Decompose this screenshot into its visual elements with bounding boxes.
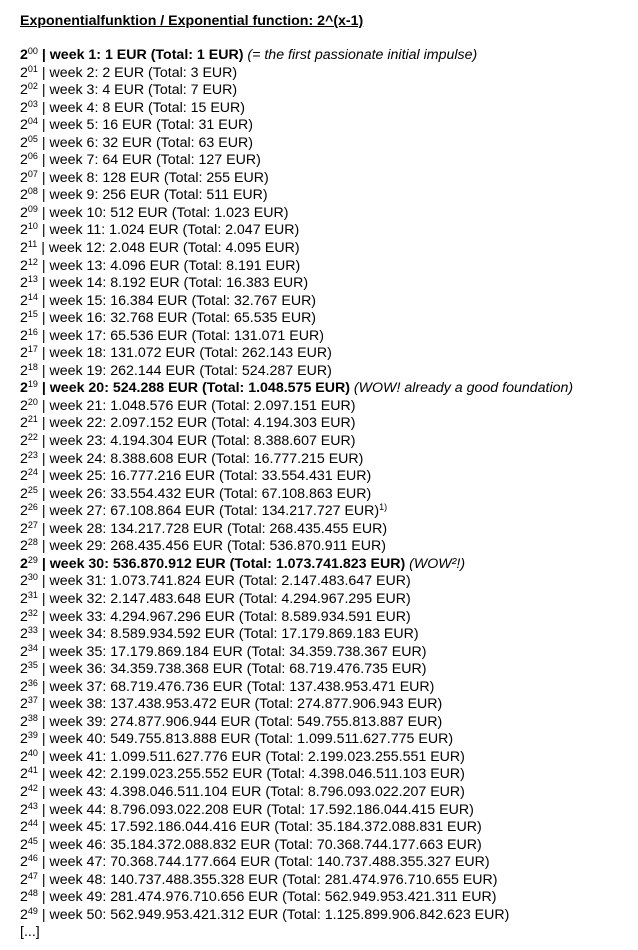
- power-exponent: 08: [27, 186, 38, 197]
- week-entry-text: | week 16: 32.768 EUR (Total: 65.535 EUR): [41, 310, 317, 327]
- power-exponent: 21: [27, 414, 38, 425]
- power-exponent: 44: [27, 818, 38, 829]
- power-base: 2: [20, 801, 28, 818]
- week-row: [20, 573, 573, 591]
- week-entry-text: | week 25: 16.777.216 EUR (Total: 33.554.431 EUR): [41, 468, 372, 485]
- power-exponent: 33: [27, 625, 38, 636]
- power-exponent: 35: [27, 660, 38, 671]
- week-entry-text: | week 21: 1.048.576 EUR (Total: 2.097.151 EUR): [41, 397, 356, 414]
- power-exponent: 11: [27, 239, 38, 250]
- week-entry-text: | week 12: 2.048 EUR (Total: 4.095 EUR): [41, 240, 300, 257]
- week-row: [20, 644, 573, 662]
- week-entry-text: | week 30: 536.870.912 EUR (Total: 1.073.741.823 EUR): [41, 555, 406, 572]
- power-base: 2: [20, 433, 28, 450]
- continuation-ellipsis: [...]: [20, 924, 40, 941]
- power-base: 2: [20, 889, 28, 906]
- week-entry-text: | week 13: 4.096 EUR (Total: 8.191 EUR): [41, 257, 301, 274]
- week-entry-text: | week 49: 281.474.976.710.656 EUR (Total: 562.949.953.421.311 EUR): [41, 889, 497, 906]
- power-base: 2: [20, 766, 28, 783]
- week-row: [20, 345, 573, 363]
- power-exponent: 05: [27, 133, 38, 144]
- week-row: [20, 749, 573, 767]
- week-row: [20, 47, 573, 65]
- power-base: 2: [20, 222, 28, 239]
- week-row: [20, 205, 573, 223]
- week-list: [20, 47, 573, 942]
- power-base: 2: [20, 380, 28, 397]
- week-row: [20, 591, 573, 609]
- power-exponent: 02: [27, 81, 38, 92]
- power-base: 2: [20, 292, 28, 309]
- power-exponent: 39: [27, 730, 38, 741]
- power-exponent: 40: [27, 747, 38, 758]
- week-row: [20, 802, 573, 820]
- power-base: 2: [20, 362, 28, 379]
- week-entry-text: | week 14: 8.192 EUR (Total: 16.383 EUR): [41, 275, 309, 292]
- power-base: 2: [20, 204, 28, 221]
- week-row: [20, 731, 573, 749]
- week-entry-text: | week 3: 4 EUR (Total: 7 EUR): [41, 82, 238, 99]
- power-base: 2: [20, 538, 28, 555]
- week-row: [20, 398, 573, 416]
- power-base: 2: [20, 345, 28, 362]
- week-row: [20, 503, 573, 521]
- power-base: 2: [20, 783, 28, 800]
- week-entry-text: | week 5: 16 EUR (Total: 31 EUR): [41, 117, 253, 134]
- power-base: 2: [20, 450, 28, 467]
- power-base: 2: [20, 64, 28, 81]
- week-entry-text: | week 50: 562.949.953.421.312 EUR (Total: 1.125.899.906.842.623 EUR): [41, 906, 510, 923]
- power-exponent: 43: [27, 800, 38, 811]
- week-entry-text: | week 28: 134.217.728 EUR (Total: 268.435.455 EUR): [41, 520, 388, 537]
- week-entry-text: | week 15: 16.384 EUR (Total: 32.767 EUR): [41, 292, 317, 309]
- power-exponent: 31: [27, 589, 38, 600]
- week-row: [20, 82, 573, 100]
- week-entry-text: | week 42: 2.199.023.255.552 EUR (Total: 4.398.046.511.103 EUR): [41, 766, 465, 783]
- power-base: 2: [20, 397, 28, 414]
- week-row: [20, 258, 573, 276]
- power-exponent: 24: [27, 467, 38, 478]
- power-exponent: 06: [27, 151, 38, 162]
- power-base: 2: [20, 468, 28, 485]
- power-exponent: 45: [27, 835, 38, 846]
- power-base: 2: [20, 555, 28, 572]
- power-base: 2: [20, 503, 28, 520]
- week-entry-text: | week 18: 131.072 EUR (Total: 262.143 EUR): [41, 345, 332, 362]
- power-exponent: 23: [27, 449, 38, 460]
- power-base: 2: [20, 731, 28, 748]
- week-entry-text: | week 44: 8.796.093.022.208 EUR (Total: 17.592.186.044.415 EUR): [41, 801, 474, 818]
- power-exponent: 32: [27, 607, 38, 618]
- week-entry-text: | week 47: 70.368.744.177.664 EUR (Total: 140.737.488.355.327 EUR): [41, 854, 490, 871]
- power-exponent: 04: [27, 116, 38, 127]
- power-exponent: 07: [27, 168, 38, 179]
- power-base: 2: [20, 906, 28, 923]
- power-base: 2: [20, 520, 28, 537]
- week-row: [20, 486, 573, 504]
- power-base: 2: [20, 187, 28, 204]
- week-row: [20, 784, 573, 802]
- power-base: 2: [20, 819, 28, 836]
- power-exponent: 49: [27, 905, 38, 916]
- power-base: 2: [20, 661, 28, 678]
- week-row: [20, 170, 573, 188]
- power-base: 2: [20, 257, 28, 274]
- week-row: [20, 328, 573, 346]
- power-base: 2: [20, 47, 28, 63]
- week-row: [20, 363, 573, 381]
- power-base: 2: [20, 836, 28, 853]
- power-exponent: 46: [27, 853, 38, 864]
- row-comment: (= the first passionate initial impulse): [247, 47, 478, 63]
- week-row: [20, 837, 573, 855]
- week-entry-text: | week 7: 64 EUR (Total: 127 EUR): [41, 152, 261, 169]
- document-title: Exponentialfunktion / Exponential function: 2^(x-1): [20, 13, 364, 29]
- power-exponent: 20: [27, 396, 38, 407]
- week-entry-text: | week 10: 512 EUR (Total: 1.023 EUR): [41, 204, 289, 221]
- week-row: [20, 187, 573, 205]
- power-exponent: 41: [27, 765, 38, 776]
- power-base: 2: [20, 134, 28, 151]
- week-row: [20, 117, 573, 135]
- week-entry-text: | week 8: 128 EUR (Total: 255 EUR): [41, 169, 269, 186]
- week-entry-text: | week 6: 32 EUR (Total: 63 EUR): [41, 134, 253, 151]
- week-row: [20, 415, 573, 433]
- week-entry-text: | week 19: 262.144 EUR (Total: 524.287 EUR): [41, 362, 332, 379]
- week-row: [20, 380, 573, 398]
- week-entry-text: | week 22: 2.097.152 EUR (Total: 4.194.303 EUR): [41, 415, 356, 432]
- week-row: [20, 766, 573, 784]
- row-comment: (WOW²!): [409, 555, 466, 572]
- power-exponent: 17: [27, 344, 38, 355]
- power-base: 2: [20, 696, 28, 713]
- power-base: 2: [20, 169, 28, 186]
- power-exponent: 29: [27, 554, 38, 565]
- week-entry-text: | week 36: 34.359.738.368 EUR (Total: 68.719.476.735 EUR): [41, 661, 427, 678]
- power-base: 2: [20, 99, 28, 116]
- week-entry-text: | week 23: 4.194.304 EUR (Total: 8.388.607 EUR): [41, 433, 356, 450]
- power-exponent: 15: [27, 309, 38, 320]
- week-entry-text: | week 32: 2.147.483.648 EUR (Total: 4.294.967.295 EUR): [41, 590, 411, 607]
- week-row: [20, 626, 573, 644]
- power-exponent: 30: [27, 572, 38, 583]
- power-exponent: 14: [27, 291, 38, 302]
- power-base: 2: [20, 854, 28, 871]
- power-exponent: 19: [27, 379, 38, 390]
- week-entry-text: | week 48: 140.737.488.355.328 EUR (Total: 281.474.976.710.655 EUR): [41, 871, 498, 888]
- power-base: 2: [20, 713, 28, 730]
- power-base: 2: [20, 485, 28, 502]
- power-exponent: 25: [27, 484, 38, 495]
- week-entry-text: | week 37: 68.719.476.736 EUR (Total: 137.438.953.471 EUR): [41, 678, 435, 695]
- power-exponent: 28: [27, 537, 38, 548]
- week-entry-text: | week 17: 65.536 EUR (Total: 131.071 EUR): [41, 327, 324, 344]
- power-base: 2: [20, 748, 28, 765]
- week-row: [20, 819, 573, 837]
- power-exponent: 10: [27, 221, 38, 232]
- week-row: [20, 240, 573, 258]
- week-row: [20, 907, 573, 925]
- week-row: [20, 152, 573, 170]
- week-row: [20, 100, 573, 118]
- week-row: [20, 65, 573, 83]
- power-exponent: 16: [27, 326, 38, 337]
- week-row: [20, 661, 573, 679]
- week-row: [20, 889, 573, 907]
- power-exponent: 27: [27, 519, 38, 530]
- power-base: 2: [20, 275, 28, 292]
- week-entry-text: | week 38: 137.438.953.472 EUR (Total: 274.877.906.943 EUR): [41, 696, 443, 713]
- week-row: [20, 714, 573, 732]
- week-row: [20, 556, 573, 574]
- week-entry-text: | week 1: 1 EUR (Total: 1 EUR): [41, 47, 244, 63]
- power-exponent: 12: [27, 256, 38, 267]
- power-base: 2: [20, 327, 28, 344]
- power-base: 2: [20, 82, 28, 99]
- power-exponent: 34: [27, 642, 38, 653]
- footnote-marker: 1): [379, 502, 388, 513]
- power-base: 2: [20, 573, 28, 590]
- power-base: 2: [20, 590, 28, 607]
- power-base: 2: [20, 240, 28, 257]
- week-entry-text: | week 46: 35.184.372.088.832 EUR (Total: 70.368.744.177.663 EUR): [41, 836, 482, 853]
- power-exponent: 36: [27, 677, 38, 688]
- week-entry-text: | week 20: 524.288 EUR (Total: 1.048.575 EUR): [41, 380, 350, 397]
- week-entry-text: | week 29: 268.435.456 EUR (Total: 536.870.911 EUR): [41, 538, 386, 555]
- week-entry-text: | week 35: 17.179.869.184 EUR (Total: 34.359.738.367 EUR): [41, 643, 427, 660]
- week-row: [20, 521, 573, 539]
- power-exponent: 48: [27, 888, 38, 899]
- week-entry-text: | week 40: 549.755.813.888 EUR (Total: 1.099.511.627.775 EUR): [41, 731, 454, 748]
- week-row: [20, 275, 573, 293]
- power-exponent: 22: [27, 432, 38, 443]
- week-row: [20, 872, 573, 890]
- power-exponent: 18: [27, 361, 38, 372]
- week-row: [20, 433, 573, 451]
- week-entry-text: | week 4: 8 EUR (Total: 15 EUR): [41, 99, 246, 116]
- power-exponent: 13: [27, 274, 38, 285]
- row-comment: (WOW! already a good foundation): [353, 380, 574, 397]
- power-base: 2: [20, 415, 28, 432]
- week-row: [20, 609, 573, 627]
- power-base: 2: [20, 626, 28, 643]
- power-base: 2: [20, 608, 28, 625]
- power-exponent: 01: [27, 63, 38, 74]
- power-base: 2: [20, 310, 28, 327]
- power-base: 2: [20, 678, 28, 695]
- week-entry-text: | week 2: 2 EUR (Total: 3 EUR): [41, 64, 238, 81]
- power-exponent: 37: [27, 695, 38, 706]
- power-exponent: 47: [27, 870, 38, 881]
- week-entry-text: | week 26: 33.554.432 EUR (Total: 67.108.863 EUR): [41, 485, 372, 502]
- week-entry-text: | week 11: 1.024 EUR (Total: 2.047 EUR): [41, 222, 300, 239]
- power-exponent: 26: [27, 502, 38, 513]
- week-row: [20, 293, 573, 311]
- power-exponent: 42: [27, 782, 38, 793]
- week-entry-text: | week 41: 1.099.511.627.776 EUR (Total: 2.199.023.255.551 EUR): [41, 748, 465, 765]
- power-base: 2: [20, 152, 28, 169]
- week-entry-text: | week 27: 67.108.864 EUR (Total: 134.217.727 EUR): [41, 503, 380, 520]
- week-entry-text: | week 33: 4.294.967.296 EUR (Total: 8.589.934.591 EUR): [41, 608, 411, 625]
- week-entry-text: | week 34: 8.589.934.592 EUR (Total: 17.179.869.183 EUR): [41, 626, 419, 643]
- power-exponent: 00: [27, 46, 38, 56]
- power-base: 2: [20, 117, 28, 134]
- week-row: [20, 468, 573, 486]
- week-row: [20, 310, 573, 328]
- week-entry-text: | week 31: 1.073.741.824 EUR (Total: 2.147.483.647 EUR): [41, 573, 411, 590]
- week-row: [20, 135, 573, 153]
- week-row: [20, 696, 573, 714]
- power-base: 2: [20, 643, 28, 660]
- week-entry-text: | week 39: 274.877.906.944 EUR (Total: 549.755.813.887 EUR): [41, 713, 443, 730]
- week-row: [20, 451, 573, 469]
- power-exponent: 09: [27, 203, 38, 214]
- week-row: [20, 679, 573, 697]
- week-entry-text: | week 43: 4.398.046.511.104 EUR (Total: 8.796.093.022.207 EUR): [41, 783, 465, 800]
- power-exponent: 38: [27, 712, 38, 723]
- week-row: [20, 538, 573, 556]
- power-exponent: 03: [27, 98, 38, 109]
- week-row: [20, 854, 573, 872]
- week-entry-text: | week 9: 256 EUR (Total: 511 EUR): [41, 187, 268, 204]
- week-entry-text: | week 45: 17.592.186.044.416 EUR (Total: 35.184.372.088.831 EUR): [41, 819, 482, 836]
- power-base: 2: [20, 871, 28, 888]
- week-entry-text: | week 24: 8.388.608 EUR (Total: 16.777.215 EUR): [41, 450, 364, 467]
- week-row: [20, 222, 573, 240]
